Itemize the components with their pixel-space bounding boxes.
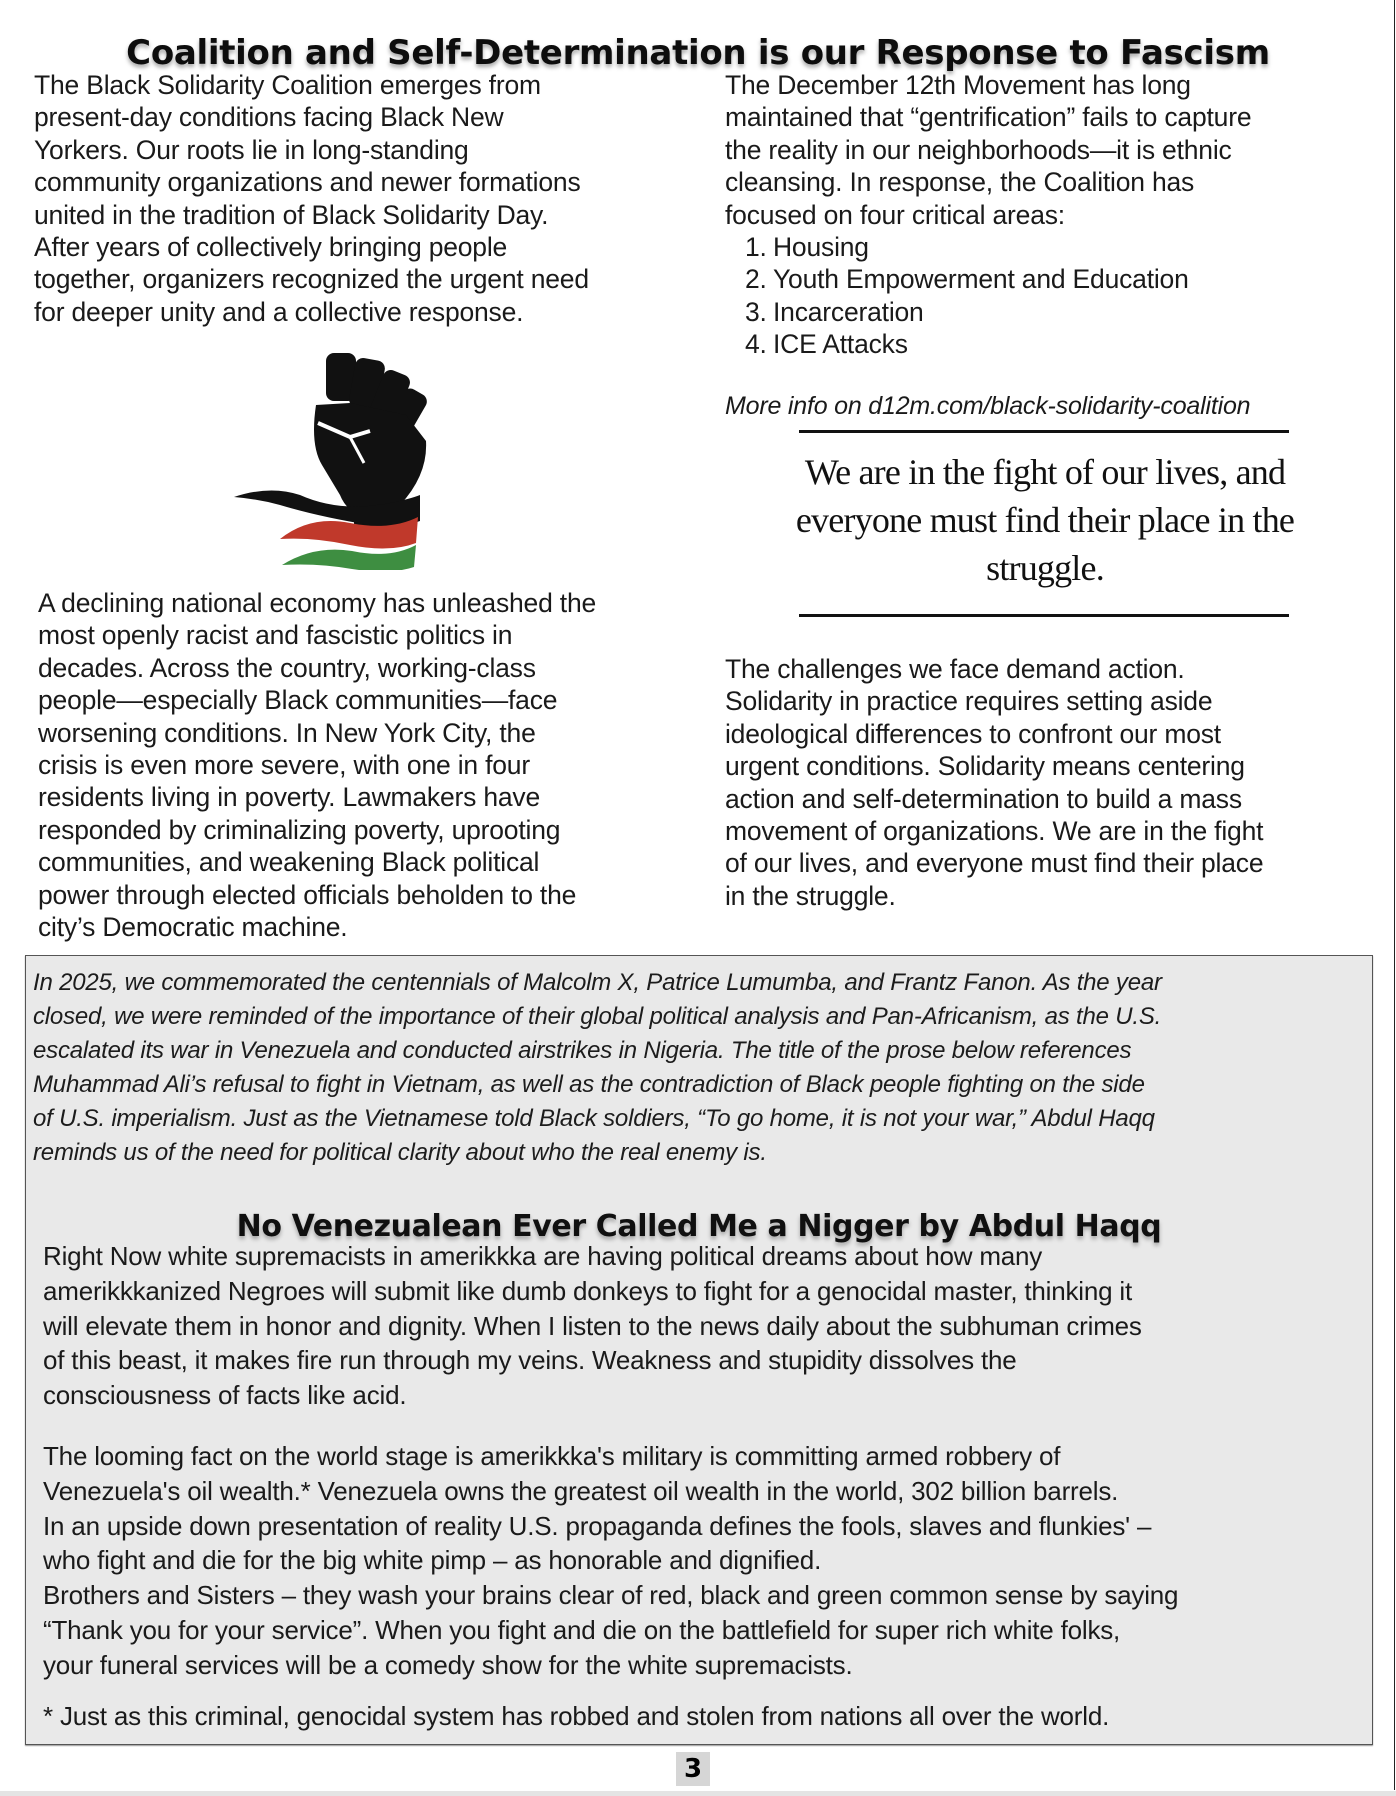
text-line: decades. Across the country, working-class <box>38 652 536 683</box>
text-line: residents living in poverty. Lawmakers have <box>38 782 541 813</box>
challenges-paragraph <box>725 653 1375 912</box>
list-label: Youth Empowerment and Education <box>773 264 1189 295</box>
text-line: cleansing. In response, the Coalition has <box>725 167 1195 198</box>
text-line: of our lives, and everyone must find their place <box>725 848 1264 879</box>
list-item <box>745 263 1345 295</box>
text-line: communities, and weakening Black political <box>38 847 540 878</box>
text-line: worsening conditions. In New York City, the <box>38 717 536 748</box>
list-number: 1. <box>745 232 767 262</box>
prose-title: No Venezualean Ever Called Me a Nigger by Abdul Haqq <box>236 1208 1162 1244</box>
text-line: for deeper unity and a collective response. <box>34 296 524 327</box>
text-line: Muhammad Ali’s refusal to fight in Vietnam, as well as the contradiction of Black people fighting on the side <box>33 1071 1145 1098</box>
list-item <box>745 231 1345 263</box>
pull-quote <box>745 448 1345 592</box>
page-bottom-strip <box>0 1791 1396 1796</box>
raised-fist-logo <box>230 345 490 570</box>
text-line: The Black Solidarity Coalition emerges from <box>34 70 541 100</box>
list-number: 3. <box>745 296 767 327</box>
text-line: responded by criminalizing poverty, uprooting <box>38 814 561 845</box>
text-line: will elevate them in honor and dignity. When I listen to the news daily about the subhuman crimes <box>43 1310 1142 1341</box>
pull-quote-bottom-rule <box>799 614 1289 617</box>
prose-footnote: * Just as this criminal, genocidal system has robbed and stolen from nations all over the world. <box>43 1701 1110 1731</box>
text-line: everyone must find their place in the <box>795 500 1295 540</box>
raised-fist-with-flag-icon <box>230 345 490 570</box>
text-line: escalated its war in Venezuela and conducted airstrikes in Nigeria. The title of the prose below references <box>33 1037 1132 1064</box>
text-line: most openly racist and fascistic politics in <box>38 620 513 651</box>
page-number-badge: 3 <box>676 1752 710 1786</box>
list-number: 2. <box>745 264 767 295</box>
prose-intro <box>33 966 1363 1170</box>
economy-paragraph <box>38 587 698 943</box>
text-line: ideological differences to confront our most <box>725 718 1221 749</box>
page-edge-divider <box>1394 0 1395 1790</box>
text-line: who fight and die for the big white pimp – as honorable and dignified. <box>43 1545 822 1576</box>
text-line: focused on four critical areas: <box>725 199 1065 230</box>
text-line: people—especially Black communities—face <box>38 685 558 716</box>
text-line: together, organizers recognized the urgent need <box>34 264 589 295</box>
text-line: city’s Democratic machine. <box>38 912 348 943</box>
text-line: Solidarity in practice requires setting aside <box>725 686 1213 717</box>
text-line: action and self-determination to build a mass <box>725 783 1242 814</box>
text-line: “Thank you for your service”. When you fight and die on the battlefield for super rich white folks, <box>43 1614 1121 1645</box>
text-line: Brothers and Sisters – they wash your brains clear of red, black and green common sense by saying <box>43 1580 1179 1611</box>
text-line: crisis is even more severe, with one in four <box>38 750 530 781</box>
text-line: In 2025, we commemorated the centennials of Malcolm X, Patrice Lumumba, and Frantz Fanon. As the year <box>33 969 1162 996</box>
text-line: the reality in our neighborhoods—it is ethnic <box>725 134 1232 165</box>
text-line: A declining national economy has unleashed the <box>38 588 597 618</box>
text-line: maintained that “gentrification” fails to capture <box>725 102 1252 133</box>
text-line: amerikkkanized Negroes will submit like dumb donkeys to fight for a genocidal master, thinking it <box>43 1275 1133 1306</box>
prose-paragraph-2 <box>43 1439 1363 1683</box>
pull-quote-top-rule <box>799 430 1289 433</box>
text-line: We are in the fight of our lives, and <box>804 452 1286 492</box>
intro-paragraph <box>34 69 684 328</box>
text-line: The challenges we face demand action. <box>725 654 1185 684</box>
prose-paragraph-1 <box>43 1239 1363 1413</box>
text-line: movement of organizations. We are in the fight <box>725 816 1264 847</box>
list-number: 4. <box>745 329 767 360</box>
text-line: Right Now white supremacists in amerikkka are having political dreams about how many <box>43 1241 1043 1271</box>
text-line: community organizations and newer formations <box>34 167 581 198</box>
text-line: consciousness of facts like acid. <box>43 1380 407 1411</box>
text-line: urgent conditions. Solidarity means centering <box>725 751 1245 782</box>
list-label: Housing <box>773 232 869 262</box>
text-line: Yorkers. Our roots lie in long-standing <box>34 134 469 165</box>
prose-box <box>25 955 1373 1745</box>
text-line: closed, we were reminded of the importance of their global political analysis and Pan-Africanism, as the U.S. <box>33 1003 1162 1030</box>
list-item <box>745 296 1345 328</box>
text-line: In an upside down presentation of reality U.S. propaganda defines the fools, slaves and flunkies' – <box>43 1510 1152 1541</box>
list-item <box>745 328 1345 360</box>
text-line: of this beast, it makes fire run through my veins. Weakness and stupidity dissolves the <box>43 1345 1017 1376</box>
text-line: of U.S. imperialism. Just as the Vietnamese told Black soldiers, “To go home, it is not your war,” Abdul Haqq <box>33 1105 1155 1132</box>
more-info-link[interactable]: More info on d12m.com/black-solidarity-coalition <box>725 392 1251 420</box>
text-line: your funeral services will be a comedy show for the white supremacists. <box>43 1649 853 1680</box>
text-line: united in the tradition of Black Solidarity Day. <box>34 199 549 230</box>
text-line: in the struggle. <box>725 880 896 911</box>
text-line: present-day conditions facing Black New <box>34 102 504 133</box>
page-title: Coalition and Self-Determination is our Response to Fascism <box>126 32 1270 73</box>
text-line: The looming fact on the world stage is amerikkka's military is committing armed robbery of <box>43 1441 1061 1471</box>
text-line: struggle. <box>986 548 1104 588</box>
text-line: power through elected officials beholden to the <box>38 879 577 910</box>
text-line: After years of collectively bringing people <box>34 232 508 263</box>
text-line: reminds us of the need for political clarity about who the real enemy is. <box>33 1139 767 1166</box>
d12-movement-paragraph <box>725 69 1375 231</box>
list-label: Incarceration <box>773 296 924 327</box>
text-line: The December 12th Movement has long <box>725 70 1191 100</box>
focus-areas-list <box>745 231 1345 361</box>
text-line: Venezuela's oil wealth.* Venezuela owns the greatest oil wealth in the world, 302 billion barrels. <box>43 1475 1119 1506</box>
list-label: ICE Attacks <box>773 329 908 360</box>
